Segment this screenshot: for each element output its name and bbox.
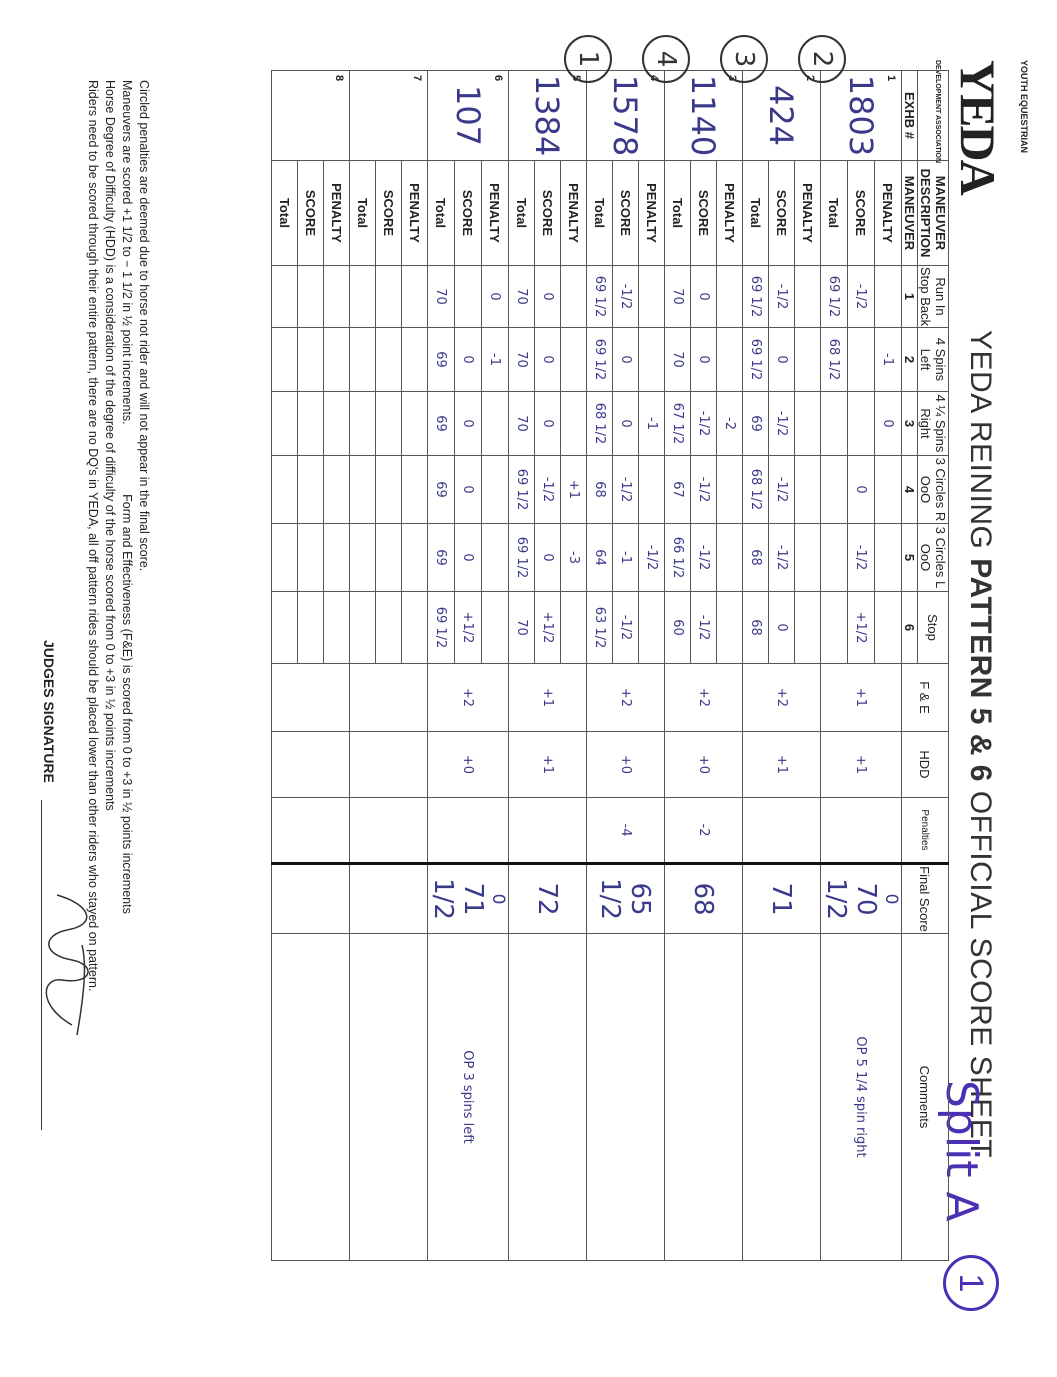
penalties-total xyxy=(743,798,821,864)
maneuver-6-total: 69 1/2 xyxy=(428,592,455,664)
fe-score: +2 xyxy=(428,664,509,732)
maneuver-5-total: 64 xyxy=(587,524,613,592)
total-label: Total xyxy=(821,161,848,266)
maneuver-2-header: 4 Spins Left xyxy=(918,328,949,392)
exhibitor-cell xyxy=(587,50,681,161)
header-row xyxy=(918,71,949,1261)
penalty-label: PENALTY xyxy=(639,161,665,266)
score-table xyxy=(271,50,949,1261)
maneuver-4-total xyxy=(350,456,376,524)
maneuver-6-penalty xyxy=(561,592,587,664)
exhibitor-number: 1803 xyxy=(842,74,880,157)
comments-cell xyxy=(587,934,665,1261)
maneuver-5-total xyxy=(272,524,298,592)
entry-penalty-row xyxy=(482,71,509,1261)
maneuver-5-header: 3 Circles L OoO xyxy=(918,524,949,592)
signature-scrawl xyxy=(32,885,102,1045)
maneuver-5-total xyxy=(821,524,848,592)
maneuver-2-penalty xyxy=(795,328,821,392)
maneuver-3-penalty xyxy=(482,392,509,456)
maneuver-2-score xyxy=(848,328,875,392)
exhibitor-cell xyxy=(665,50,759,161)
entry-number: 7 xyxy=(411,75,423,82)
maneuver-6-penalty xyxy=(324,592,350,664)
exhibitor-number: 424 xyxy=(762,84,801,147)
maneuver-4-penalty xyxy=(875,456,902,524)
maneuver-4-total: 67 xyxy=(665,456,691,524)
comments-cell xyxy=(665,934,743,1261)
hdd-score xyxy=(272,732,350,798)
entry-number: 3 xyxy=(726,75,738,82)
maneuver-4-score: -1/2 xyxy=(769,456,795,524)
maneuver-number: 6 xyxy=(902,592,918,664)
penalty-label: PENALTY xyxy=(482,161,509,266)
maneuver-number: 5 xyxy=(902,524,918,592)
final-score-cell xyxy=(743,864,821,934)
maneuver-1-score xyxy=(298,266,324,328)
maneuver-6-penalty xyxy=(717,592,743,664)
maneuver-1-penalty: 0 xyxy=(482,266,509,328)
maneuver-2-score: 0 xyxy=(613,328,639,392)
entry-penalty-row xyxy=(324,71,350,1261)
placing-circle: 4 xyxy=(642,35,690,83)
maneuver-number: 1 xyxy=(902,266,918,328)
maneuver-6-score: +1/2 xyxy=(848,592,875,664)
maneuver-2-penalty xyxy=(717,328,743,392)
maneuver-1-score: -1/2 xyxy=(848,266,875,328)
maneuver-2-score: 0 xyxy=(535,328,561,392)
maneuver-5-total: 66 1/2 xyxy=(665,524,691,592)
maneuver-4-score: 0 xyxy=(455,456,482,524)
maneuver-4-penalty xyxy=(324,456,350,524)
maneuver-6-total: 60 xyxy=(665,592,691,664)
total-label: Total xyxy=(428,161,455,266)
footnote: Maneuvers are scored +1 1/2 to − 1 1/2 in ½ point increments. Form and Effectiveness (F&E) is scored from 0 to +3 in ½ points increments xyxy=(120,80,134,914)
maneuver-3-penalty: 0 xyxy=(875,392,902,456)
maneuver-6-penalty xyxy=(875,592,902,664)
maneuver-3-penalty xyxy=(324,392,350,456)
placing-circle: 1 xyxy=(564,35,612,83)
maneuver-5-penalty xyxy=(717,524,743,592)
maneuver-2-total: 69 1/2 xyxy=(743,328,769,392)
maneuver-5-penalty xyxy=(402,524,428,592)
maneuver-6-total: 63 1/2 xyxy=(587,592,613,664)
entry-number: 5 xyxy=(570,75,582,82)
maneuver-4-total xyxy=(821,456,848,524)
maneuver-3-total: 67 1/2 xyxy=(665,392,691,456)
logo-line2: DEVELOPMENT ASSOCIATION xyxy=(934,60,941,164)
maneuver-2-penalty: -1 xyxy=(875,328,902,392)
comments-cell xyxy=(350,934,428,1261)
maneuver-3-total: 69 xyxy=(743,392,769,456)
maneuver-5-penalty: -3 xyxy=(561,524,587,592)
footnotes xyxy=(84,80,152,1330)
maneuver-3-score: 0 xyxy=(455,392,482,456)
maneuver-3-header: 4 ¼ Spins Right xyxy=(918,392,949,456)
final-score: 71 1/2 xyxy=(428,878,488,920)
fe-header: F & E xyxy=(902,664,949,732)
total-label: Total xyxy=(587,161,613,266)
maneuver-6-score: -1/2 xyxy=(613,592,639,664)
exhibitor-number: 1140 xyxy=(684,74,723,157)
footnote: Horse Degree of Difficulty (HDD) is a consideration of the degree of difficulty of the horse scored from 0 to +3 in ½ points increments xyxy=(103,80,117,811)
maneuver-1-penalty xyxy=(324,266,350,328)
maneuver-1-score: 0 xyxy=(535,266,561,328)
maneuver-2-penalty xyxy=(402,328,428,392)
maneuver-5-penalty: -1/2 xyxy=(639,524,665,592)
final-score-cell xyxy=(665,864,743,934)
maneuver-6-total xyxy=(272,592,298,664)
maneuver-5-score: 0 xyxy=(535,524,561,592)
entry-penalty-row xyxy=(639,71,665,1261)
exhibitor-cell xyxy=(743,50,837,161)
maneuver-5-score xyxy=(376,524,402,592)
comments-cell xyxy=(743,934,821,1261)
final-score-header: Final Score xyxy=(902,864,949,934)
maneuver-6-score: -1/2 xyxy=(691,592,717,664)
maneuver-2-score xyxy=(298,328,324,392)
maneuver-description-header: MANEUVER DESCRIPTION xyxy=(918,161,949,266)
fe-score: +1 xyxy=(821,664,902,732)
entry-number: 8 xyxy=(333,75,345,82)
total-label: Total xyxy=(350,161,376,266)
maneuver-3-penalty xyxy=(795,392,821,456)
maneuver-5-score: 0 xyxy=(455,524,482,592)
logo-mark: YEDA xyxy=(950,60,1006,194)
maneuver-3-total: 69 xyxy=(428,392,455,456)
hdd-header: HDD xyxy=(902,732,949,798)
exhibitor-cell xyxy=(509,50,603,161)
title-prefix: YEDA REINING xyxy=(964,330,997,559)
maneuver-1-score xyxy=(455,266,482,328)
fe-score: +2 xyxy=(587,664,665,732)
comments-cell: OP 5 1/4 spin right xyxy=(821,934,902,1261)
maneuver-4-penalty: +1 xyxy=(561,456,587,524)
maneuver-6-header: Stop xyxy=(918,592,949,664)
maneuver-4-total xyxy=(272,456,298,524)
maneuver-3-penalty xyxy=(561,392,587,456)
exhibitor-cell xyxy=(428,71,509,161)
hdd-score xyxy=(350,732,428,798)
maneuver-3-total: 68 1/2 xyxy=(587,392,613,456)
score-label: SCORE xyxy=(535,161,561,266)
maneuver-5-score xyxy=(298,524,324,592)
maneuver-1-header: Run In Stop Back xyxy=(918,266,948,327)
maneuver-1-total xyxy=(350,266,376,328)
maneuver-2-score: 0 xyxy=(769,328,795,392)
penalties-total: -2 xyxy=(665,798,743,864)
penalties-total xyxy=(428,798,509,864)
exhibitor-cell xyxy=(821,71,902,161)
footnote: Circled penalties are deemed due to horse not rider and will not appear in the final score. xyxy=(137,80,151,572)
maneuver-6-score xyxy=(298,592,324,664)
final-score-cell xyxy=(821,864,902,934)
maneuver-5-penalty xyxy=(482,524,509,592)
fe-score: +2 xyxy=(665,664,743,732)
maneuver-2-penalty xyxy=(324,328,350,392)
maneuver-1-total: 69 1/2 xyxy=(821,266,848,328)
final-score-cell xyxy=(587,864,665,934)
penalties-total xyxy=(509,798,587,864)
maneuver-2-score: 0 xyxy=(691,328,717,392)
logo-line1: YOUTH EQUESTRIAN xyxy=(1019,60,1029,154)
maneuver-4-total: 68 1/2 xyxy=(743,456,769,524)
score-label: SCORE xyxy=(848,161,875,266)
maneuver-3-penalty xyxy=(402,392,428,456)
penalties-total xyxy=(272,798,350,864)
maneuver-2-total: 69 1/2 xyxy=(587,328,613,392)
maneuver-1-total: 70 xyxy=(428,266,455,328)
total-label: Total xyxy=(272,161,298,266)
maneuver-3-total: 70 xyxy=(509,392,535,456)
penalty-label: PENALTY xyxy=(717,161,743,266)
maneuver-1-score: 0 xyxy=(691,266,717,328)
maneuver-2-total: 70 xyxy=(665,328,691,392)
maneuver-5-total: 69 xyxy=(428,524,455,592)
exhib-header: EXHB # xyxy=(902,71,918,161)
maneuver-4-penalty xyxy=(717,456,743,524)
final-score: 71 xyxy=(766,882,797,916)
maneuver-1-penalty xyxy=(561,266,587,328)
maneuver-3-score: -1/2 xyxy=(691,392,717,456)
split-number: 1 xyxy=(943,1255,999,1311)
score-label: SCORE xyxy=(613,161,639,266)
maneuver-1-total: 70 xyxy=(509,266,535,328)
maneuver-6-total xyxy=(821,592,848,664)
maneuver-6-penalty xyxy=(402,592,428,664)
comments-cell: OP 3 spins left xyxy=(428,934,509,1261)
exhibitor-number: 1578 xyxy=(606,74,645,157)
maneuver-6-score: +1/2 xyxy=(535,592,561,664)
maneuver-number: 3 xyxy=(902,392,918,456)
final-score-note: 0 xyxy=(881,893,901,905)
maneuver-4-penalty xyxy=(402,456,428,524)
penalties-total xyxy=(821,798,902,864)
maneuver-2-penalty: -1 xyxy=(482,328,509,392)
final-score-cell xyxy=(428,864,509,934)
final-score-cell xyxy=(350,864,428,934)
comments-cell xyxy=(272,934,350,1261)
final-score: 70 1/2 xyxy=(821,878,881,920)
penalty-label: PENALTY xyxy=(875,161,902,266)
maneuver-5-total: 68 xyxy=(743,524,769,592)
score-label: SCORE xyxy=(298,161,324,266)
maneuver-3-penalty: -1 xyxy=(639,392,665,456)
maneuver-3-score: 0 xyxy=(613,392,639,456)
maneuver-2-penalty xyxy=(561,328,587,392)
maneuver-5-score: -1/2 xyxy=(769,524,795,592)
page-title xyxy=(963,330,997,1159)
hdd-score: +1 xyxy=(509,732,587,798)
maneuver-6-score xyxy=(376,592,402,664)
final-score-cell xyxy=(509,864,587,934)
maneuver-5-score: -1/2 xyxy=(691,524,717,592)
blank-header xyxy=(918,71,949,161)
fe-score xyxy=(272,664,350,732)
maneuver-2-penalty xyxy=(639,328,665,392)
maneuver-6-penalty xyxy=(639,592,665,664)
final-score-cell xyxy=(272,864,350,934)
maneuver-2-total xyxy=(272,328,298,392)
maneuver-3-score xyxy=(848,392,875,456)
title-suffix: OFFICIAL SCORE SHEET xyxy=(964,781,997,1159)
maneuver-4-score xyxy=(376,456,402,524)
maneuver-5-total xyxy=(350,524,376,592)
entry-number: 2 xyxy=(804,75,816,82)
entry-penalty-row xyxy=(875,71,902,1261)
score-label: SCORE xyxy=(376,161,402,266)
maneuver-6-total: 70 xyxy=(509,592,535,664)
penalty-label: PENALTY xyxy=(324,161,350,266)
maneuver-5-penalty xyxy=(795,524,821,592)
exhibitor-number: 107 xyxy=(449,84,487,147)
penalties-header: Penalties xyxy=(902,798,949,864)
maneuver-number: 4 xyxy=(902,456,918,524)
maneuver-1-penalty xyxy=(795,266,821,328)
maneuver-4-penalty xyxy=(639,456,665,524)
penalty-label: PENALTY xyxy=(795,161,821,266)
maneuver-1-score xyxy=(376,266,402,328)
maneuver-3-total xyxy=(350,392,376,456)
final-score: 72 xyxy=(532,882,563,916)
exhibitor-number: 1384 xyxy=(528,74,567,157)
maneuver-number: 2 xyxy=(902,328,918,392)
entry-penalty-row xyxy=(795,71,821,1261)
maneuver-4-total: 68 xyxy=(587,456,613,524)
maneuver-1-total: 70 xyxy=(665,266,691,328)
judge-signature-label: JUDGES SIGNATURE xyxy=(41,640,57,783)
entry-penalty-row xyxy=(561,71,587,1261)
entry-number: 1 xyxy=(885,75,897,82)
maneuver-6-total: 68 xyxy=(743,592,769,664)
total-label: Total xyxy=(743,161,769,266)
maneuver-3-score xyxy=(298,392,324,456)
maneuver-5-penalty xyxy=(875,524,902,592)
maneuver-2-total: 68 1/2 xyxy=(821,328,848,392)
exhibitor-cell xyxy=(350,71,428,161)
title-bold: PATTERN 5 & 6 xyxy=(964,558,997,782)
maneuver-1-penalty xyxy=(402,266,428,328)
maneuver-4-score xyxy=(298,456,324,524)
penalty-label: PENALTY xyxy=(402,161,428,266)
entry-number: 6 xyxy=(492,75,504,82)
hdd-score: +0 xyxy=(665,732,743,798)
maneuver-2-score xyxy=(376,328,402,392)
total-label: Total xyxy=(665,161,691,266)
maneuver-1-penalty xyxy=(639,266,665,328)
penalties-total xyxy=(350,798,428,864)
maneuver-6-score: +1/2 xyxy=(455,592,482,664)
final-score: 68 xyxy=(688,882,719,916)
maneuver-6-score: 0 xyxy=(769,592,795,664)
maneuver-1-penalty xyxy=(875,266,902,328)
hdd-score: +1 xyxy=(821,732,902,798)
hdd-score: +0 xyxy=(428,732,509,798)
maneuver-2-score: 0 xyxy=(455,328,482,392)
exhibitor-cell xyxy=(272,71,350,161)
maneuver-5-score: -1 xyxy=(613,524,639,592)
fe-score: +2 xyxy=(743,664,821,732)
footnote: Riders need to be scored through their entire pattern, there are no DQ's in YEDA, all off pattern rides should be placed lower than other riders who stayed on pattern. xyxy=(86,80,100,992)
fe-score: +1 xyxy=(509,664,587,732)
maneuver-2-total xyxy=(350,328,376,392)
maneuver-6-total xyxy=(350,592,376,664)
maneuver-1-penalty xyxy=(717,266,743,328)
maneuver-3-total xyxy=(272,392,298,456)
penalty-label: PENALTY xyxy=(561,161,587,266)
maneuver-1-score: -1/2 xyxy=(769,266,795,328)
maneuver-4-total: 69 xyxy=(428,456,455,524)
maneuver-4-header: 3 Circles R OoO xyxy=(918,456,949,524)
maneuver-3-total xyxy=(821,392,848,456)
maneuver-3-score: -1/2 xyxy=(769,392,795,456)
maneuver-5-score: -1/2 xyxy=(848,524,875,592)
maneuver-4-total: 69 1/2 xyxy=(509,456,535,524)
maneuver-4-score: -1/2 xyxy=(613,456,639,524)
score-label: SCORE xyxy=(455,161,482,266)
maneuver-4-score: 0 xyxy=(848,456,875,524)
maneuver-5-penalty xyxy=(324,524,350,592)
maneuver-header: MANEUVER xyxy=(902,161,918,266)
entry-penalty-row xyxy=(402,71,428,1261)
maneuver-4-penalty xyxy=(482,456,509,524)
maneuver-3-score xyxy=(376,392,402,456)
score-label: SCORE xyxy=(691,161,717,266)
final-score-note: 0 xyxy=(488,893,508,905)
maneuver-4-score: -1/2 xyxy=(535,456,561,524)
entry-penalty-row xyxy=(717,71,743,1261)
maneuver-5-total: 69 1/2 xyxy=(509,524,535,592)
maneuver-3-score: 0 xyxy=(535,392,561,456)
score-label: SCORE xyxy=(769,161,795,266)
fe-score xyxy=(350,664,428,732)
maneuver-2-total: 70 xyxy=(509,328,535,392)
maneuver-1-score: -1/2 xyxy=(613,266,639,328)
hdd-score: +1 xyxy=(743,732,821,798)
comments-cell xyxy=(509,934,587,1261)
maneuver-1-total: 69 1/2 xyxy=(587,266,613,328)
maneuver-6-penalty xyxy=(482,592,509,664)
entry-number: 4 xyxy=(648,75,660,82)
maneuver-4-penalty xyxy=(795,456,821,524)
maneuver-2-total: 69 xyxy=(428,328,455,392)
total-label: Total xyxy=(509,161,535,266)
hdd-score: +0 xyxy=(587,732,665,798)
comments-header: Comments xyxy=(902,934,949,1261)
final-score: 65 1/2 xyxy=(595,878,656,920)
penalties-total: -4 xyxy=(587,798,665,864)
placing-circle: 3 xyxy=(720,35,768,83)
maneuver-3-penalty: -2 xyxy=(717,392,743,456)
maneuver-4-score: -1/2 xyxy=(691,456,717,524)
maneuver-1-total: 69 1/2 xyxy=(743,266,769,328)
maneuver-6-penalty xyxy=(795,592,821,664)
maneuver-1-total xyxy=(272,266,298,328)
placing-circle: 2 xyxy=(798,35,846,83)
split-label: Split A xyxy=(936,1080,987,1222)
